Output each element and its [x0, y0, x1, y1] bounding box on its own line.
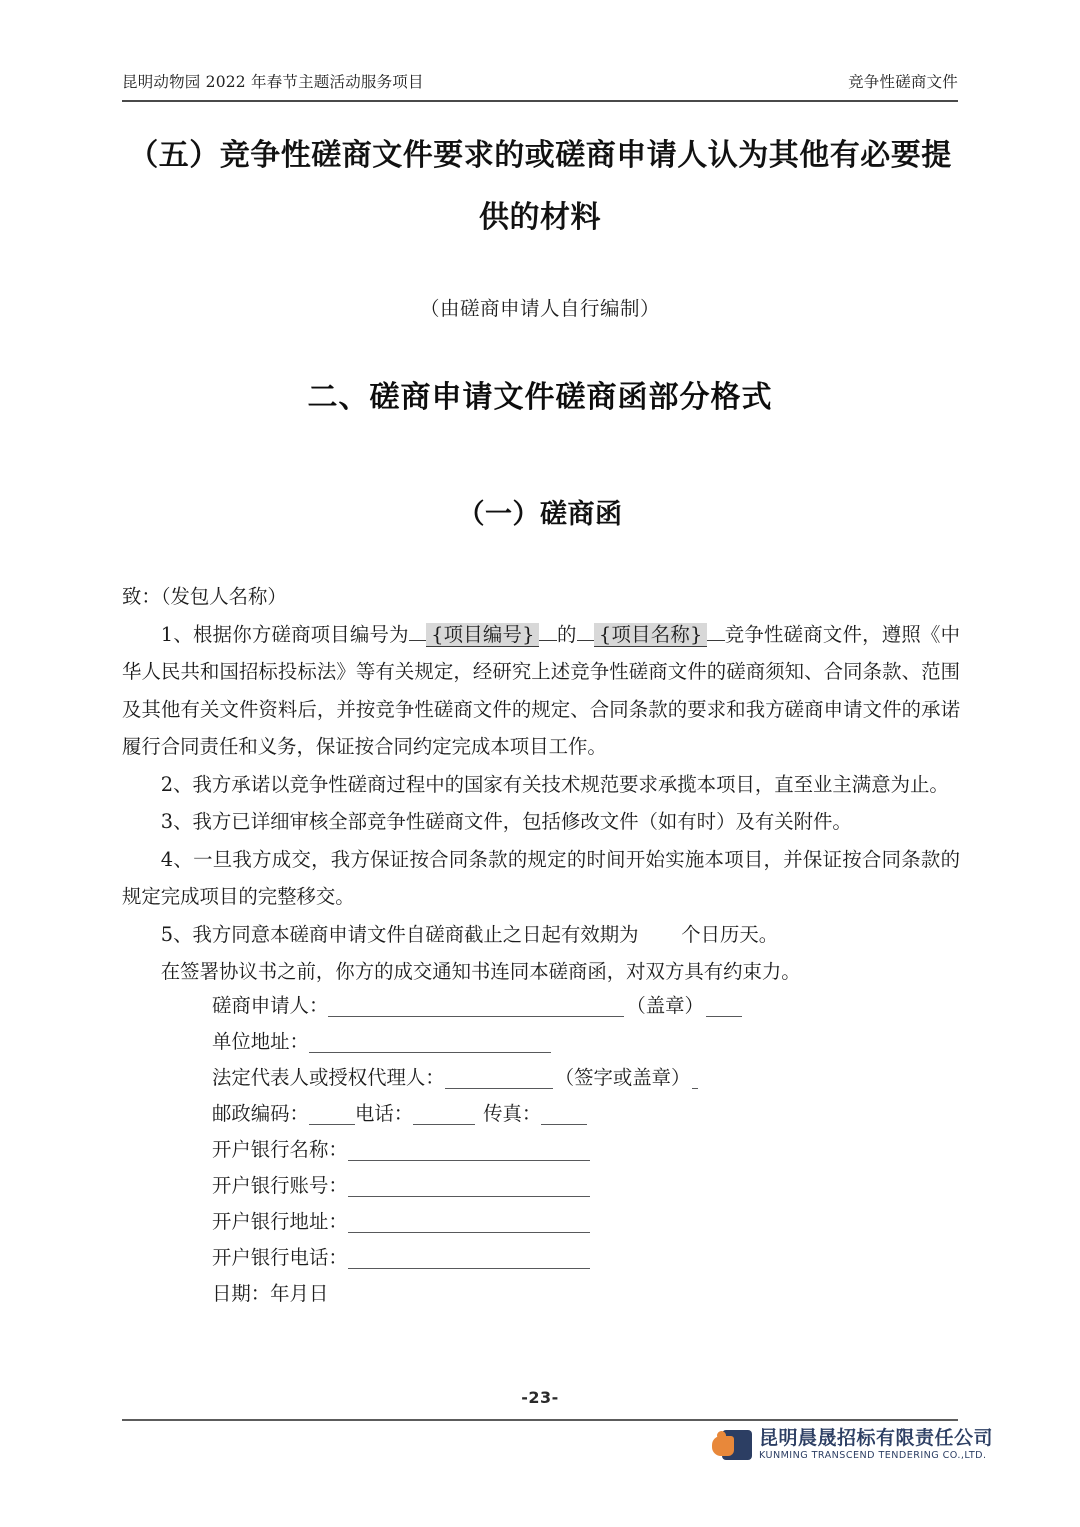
section-subtitle: （由磋商申请人自行编制） [419, 297, 660, 320]
tel-label: 电话： [354, 1102, 414, 1125]
bank-tel-input-rule[interactable] [348, 1267, 590, 1269]
company-logo-icon [712, 1428, 752, 1462]
project-name-placeholder[interactable]: {项目名称} [594, 623, 707, 647]
clause-1-part-a: 1、根据你方磋商项目编号为 [160, 622, 409, 646]
chapter-heading-two: 二、磋商申请文件磋商函部分格式 [307, 380, 773, 415]
row-applicant [212, 988, 852, 1024]
clause-1-rule-mid-a [539, 640, 556, 641]
address-input-rule[interactable] [309, 1051, 551, 1053]
row-bank-address [212, 1204, 852, 1240]
date-label[interactable]: 日期：年月日 [212, 1282, 329, 1305]
zip-label: 邮政编码： [212, 1102, 309, 1125]
section-heading-five: （五）竞争性磋商文件要求的或磋商申请人认为其他有必要提供的材料 [128, 138, 952, 235]
header-project-title: 昆明动物园 2022 年春节主题活动服务项目 [122, 73, 424, 91]
legal-representative-label: 法定代表人或授权代理人： [212, 1066, 445, 1089]
legal-representative-input-rule[interactable] [445, 1087, 553, 1089]
row-bank-tel [212, 1240, 852, 1276]
zip-input-rule[interactable] [309, 1123, 355, 1125]
bank-tel-label: 开户银行电话： [212, 1246, 348, 1269]
clause-1-part-c: 竞争性磋商文件，遵照《中华人民共和国招标投标法》等有关规定，经研究上述竞争性磋商文件的磋商须知、合同条款、范围及其他有关文件资料后，并按竞争性磋商文件的规定、合同条款的要求和我方磋商申请文件的承诺履行合同责任和义务，保证按合同约定完成本项目工作。 [122, 622, 960, 758]
clause-1-part-b: 的 [556, 622, 577, 646]
clause-1-rule-mid-b [577, 640, 594, 641]
clause-1 [122, 616, 960, 766]
company-name-en: KUNMING TRANSCEND TENDERING CO.,LTD. [759, 1450, 987, 1461]
clause-4: 4、一旦我方成交，我方保证按合同条款的规定的时间开始实施本项目，并保证按合同条款的规定完成项目的完整移交。 [122, 847, 960, 908]
applicant-seal-rule[interactable] [706, 1015, 742, 1017]
company-name-cn: 昆明晨晟招标有限责任公司 [759, 1427, 994, 1449]
clause-2: 2、我方承诺以竞争性磋商过程中的国家有关技术规范要求承揽本项目，直至业主满意为止。 [160, 772, 949, 796]
clause-5-part-b: 个日历天。 [681, 922, 779, 946]
address-label: 单位地址： [212, 1030, 309, 1053]
letter-body [122, 578, 960, 991]
row-contact [212, 1096, 852, 1132]
bank-account-input-rule[interactable] [348, 1195, 590, 1197]
row-date [212, 1276, 852, 1312]
document-header [122, 70, 958, 102]
clause-1-lead-rule [409, 640, 426, 641]
project-number-placeholder[interactable]: {项目编号} [426, 623, 539, 647]
applicant-input-rule[interactable] [328, 1015, 624, 1017]
company-logo [712, 1428, 993, 1462]
row-legal-representative [212, 1060, 852, 1096]
logo-orange-accent [717, 1431, 726, 1440]
closing-statement: 在签署协议书之前，你方的成交通知书连同本磋商函，对双方具有约束力。 [160, 960, 801, 983]
clause-3: 3、我方已详细审核全部竞争性磋商文件，包括修改文件（如有时）及有关附件。 [160, 810, 852, 833]
bank-name-input-rule[interactable] [348, 1159, 590, 1161]
row-bank-account [212, 1168, 852, 1204]
row-bank-name [212, 1132, 852, 1168]
clause-1-rule-tail [707, 640, 724, 641]
row-address [212, 1024, 852, 1060]
salutation-line: 致：（发包人名称） [122, 585, 287, 608]
company-logo-text [759, 1428, 993, 1462]
legal-representative-note: （签字或盖章） [554, 1066, 691, 1089]
clause-5-part-a: 5、我方同意本磋商申请文件自磋商截止之日起有效期为 [160, 922, 639, 946]
fax-label: 传真： [483, 1102, 542, 1125]
page-number: -23- [521, 1388, 559, 1407]
footer-divider [122, 1419, 958, 1421]
bank-name-label: 开户银行名称： [212, 1138, 348, 1161]
tel-input-rule[interactable] [413, 1123, 475, 1125]
signature-block [212, 988, 852, 1312]
clause-5 [122, 916, 960, 954]
applicant-seal-note: （盖章） [626, 994, 704, 1017]
fax-input-rule[interactable] [541, 1123, 587, 1125]
bank-address-input-rule[interactable] [348, 1231, 590, 1233]
legal-representative-note-rule [692, 1087, 698, 1089]
subsection-heading-one: （一）磋商函 [457, 499, 623, 530]
applicant-label: 磋商申请人： [212, 994, 329, 1017]
header-document-type: 竞争性磋商文件 [848, 73, 958, 91]
bank-account-label: 开户银行账号： [212, 1174, 348, 1197]
section-title-block [122, 125, 958, 321]
bank-address-label: 开户银行地址： [212, 1210, 348, 1233]
